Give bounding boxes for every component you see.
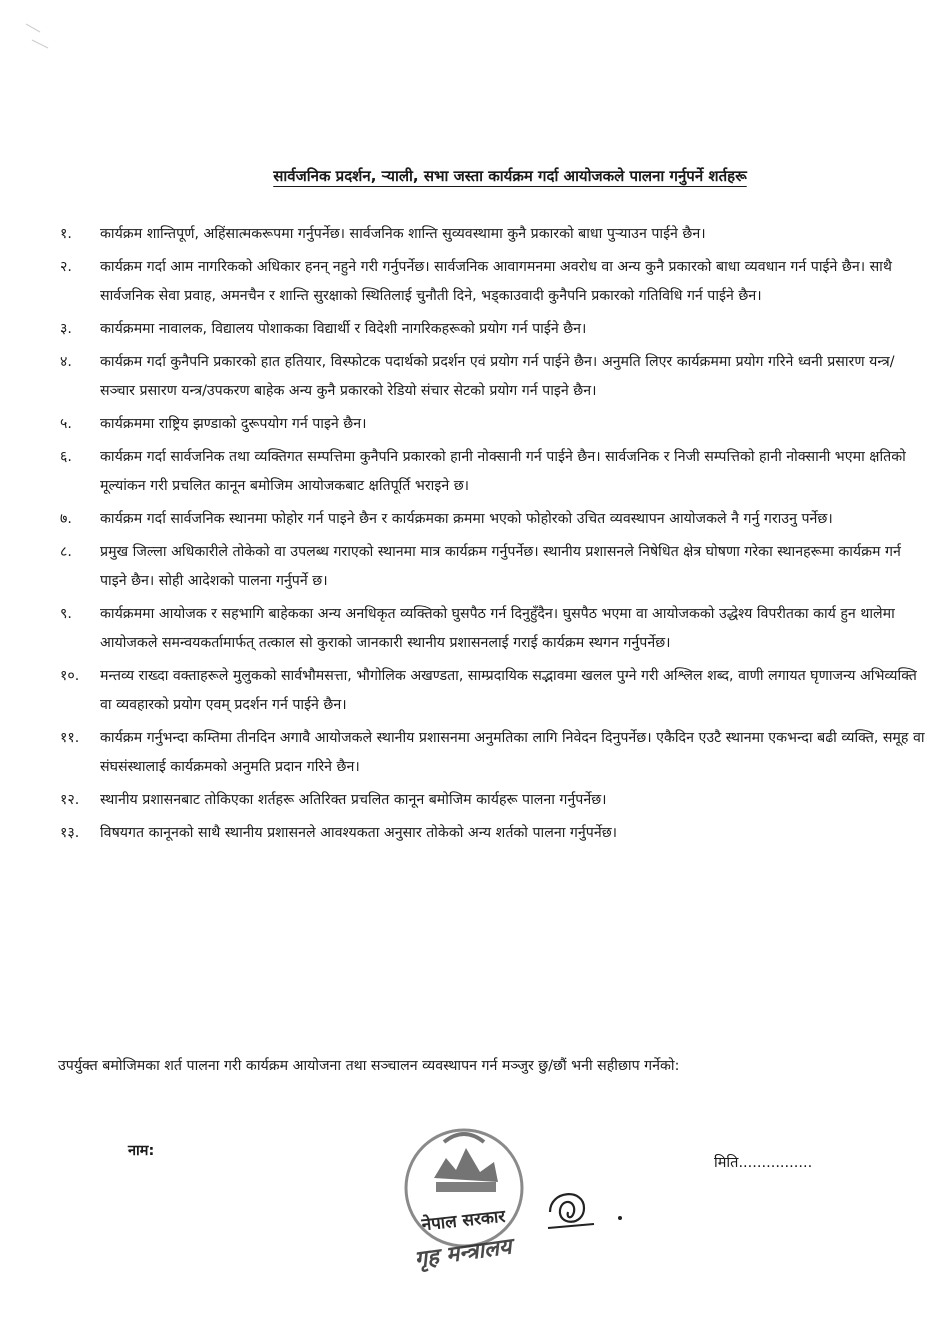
term-text: विषयगत कानूनको साथै स्थानीय प्रशासनले आवश्यकता अनुसार तोकेको अन्य शर्तको पालना गर्नुपर्नेछ। bbox=[100, 825, 618, 841]
term-number: २. bbox=[60, 259, 72, 275]
term-item bbox=[58, 410, 926, 439]
term-text: स्थानीय प्रशासनबाट तोकिएका शर्तहरू अतिरिक्त प्रचलित कानून बमोजिम कार्यहरू पालना गर्नुपर्नेछ। bbox=[100, 792, 607, 808]
term-number: ११. bbox=[60, 730, 80, 746]
name-label: नाम: bbox=[128, 1143, 155, 1159]
handwritten-signature bbox=[540, 1178, 640, 1238]
term-item bbox=[58, 819, 926, 848]
term-number: ३. bbox=[60, 321, 72, 337]
document-title: सार्वजनिक प्रदर्शन, ऱ्याली, सभा जस्ता कार्यक्रम गर्दा आयोजकले पालना गर्नुपर्ने शर्तहरू bbox=[273, 167, 747, 185]
term-number: ५. bbox=[60, 416, 72, 432]
term-text: कार्यक्रम गर्दा सार्वजनिक तथा व्यक्तिगत सम्पत्तिमा कुनैपनि प्रकारको हानी नोक्सानी गर्न पाईने छैन। सार्वजनिक र निजी सम्पत्तिको हानी नोक्सानी भएमा क्षतिको मूल्यांकन गरी प्रचलित कानून बमोजिम आयोजकबाट क्षतिपूर्ति भराइने छ। bbox=[100, 449, 906, 494]
term-number: १३. bbox=[60, 825, 80, 841]
term-item bbox=[58, 538, 926, 596]
term-text: कार्यक्रममा राष्ट्रिय झण्डाको दुरूपयोग गर्न पाइने छैन। bbox=[100, 416, 367, 432]
declaration-text: उपर्युक्त बमोजिमका शर्त पालना गरी कार्यक्रम आयोजना तथा सञ्चालन व्यवस्थापन गर्न मञ्जुर छु/छौं भनी सहीछाप गर्नेको: bbox=[58, 1058, 680, 1074]
term-item bbox=[58, 315, 926, 344]
scan-mark bbox=[22, 18, 62, 58]
term-item bbox=[58, 786, 926, 815]
term-text: कार्यक्रममा नावालक, विद्यालय पोशाकका विद्यार्थी र विदेशी नागरिकहरूको प्रयोग गर्न पाईने छैन। bbox=[100, 321, 587, 337]
term-item bbox=[58, 724, 926, 782]
government-seal-stamp bbox=[384, 1118, 544, 1278]
term-number: १०. bbox=[60, 668, 80, 684]
term-text: कार्यक्रम गर्दा आम नागरिकको अधिकार हनन् नहुने गरी गर्नुपर्नेछ। सार्वजनिक आवागमनमा अवरोध वा अन्य कुनै प्रकारको बाधा व्यवधान गर्न पाईने छैन। साथै सार्वजनिक सेवा प्रवाह, अमनचैन र शान्ति सुरक्षाको स्थितिलाई चुनौती दिने, भड्काउवादी कुनैपनि प्रकारको गतिविधि गर्न पाईने छैन। bbox=[100, 259, 892, 304]
term-text: प्रमुख जिल्ला अधिकारीले तोकेको वा उपलब्ध गराएको स्थानमा मात्र कार्यक्रम गर्नुपर्नेछ। स्थानीय प्रशासनले निषेधित क्षेत्र घोषणा गरेका स्थानहरूमा कार्यक्रम गर्न पाइने छैन। सोही आदेशको पालना गर्नुपर्ने छ। bbox=[100, 544, 901, 589]
term-number: ९. bbox=[60, 606, 72, 622]
term-text: कार्यक्रम शान्तिपूर्ण, अहिंसात्मकरूपमा गर्नुपर्नेछ। सार्वजनिक शान्ति सुव्यवस्थामा कुनै प्रकारको बाधा पुऱ्याउन पाईने छैन। bbox=[100, 226, 706, 242]
term-text: मन्तव्य राख्दा वक्ताहरूले मुलुकको सार्वभौमसत्ता, भौगोलिक अखण्डता, साम्प्रदायिक सद्भावमा खलल पुग्ने गरी अश्लिल शब्द, वाणी लगायत घृणाजन्य अभिव्यक्ति वा व्यवहारको प्रयोग एवम् प्रदर्शन गर्न पाईने छैन। bbox=[100, 668, 917, 713]
term-item bbox=[58, 220, 926, 249]
term-number: १. bbox=[60, 226, 72, 242]
term-item bbox=[58, 253, 926, 311]
seal-text-top: नेपाल सरकार bbox=[420, 1206, 507, 1236]
term-item bbox=[58, 348, 926, 406]
term-number: ७. bbox=[60, 511, 72, 527]
seal-text-bottom: गृह मन्त्रालय bbox=[412, 1233, 514, 1273]
term-number: ४. bbox=[60, 354, 72, 370]
term-item bbox=[58, 443, 926, 501]
term-number: १२. bbox=[60, 792, 80, 808]
term-text: कार्यक्रममा आयोजक र सहभागि बाहेकका अन्य अनधिकृत व्यक्तिको घुसपैठ गर्न दिनुहुँदैन। घुसपैठ भएमा वा आयोजकको उद्धेश्य विपरीतका कार्य हुन थालेमा आयोजकले समन्वयकर्तामार्फत् तत्काल सो कुराको जानकारी स्थानीय प्रशासनलाई गराई कार्यक्रम स्थगन गर्नुपर्नेछ। bbox=[100, 606, 895, 651]
emblem-icon bbox=[434, 1134, 498, 1192]
term-item bbox=[58, 600, 926, 658]
term-text: कार्यक्रम गर्नुभन्दा कम्तिमा तीनदिन अगावै आयोजकले स्थानीय प्रशासनमा अनुमतिका लागि निवेदन दिनुपर्नेछ। एकैदिन एउटै स्थानमा एकभन्दा बढी व्यक्ति, समूह वा संघसंस्थालाई कार्यक्रमको अनुमति प्रदान गरिने छैन। bbox=[100, 730, 925, 775]
term-text: कार्यक्रम गर्दा सार्वजनिक स्थानमा फोहोर गर्न पाइने छैन र कार्यक्रमका क्रममा भएको फोहोरको उचित व्यवस्थापन आयोजकले नै गर्नु गराउनु पर्नेछ। bbox=[100, 511, 833, 527]
term-number: ६. bbox=[60, 449, 72, 465]
term-text: कार्यक्रम गर्दा कुनैपनि प्रकारको हात हतियार, विस्फोटक पदार्थको प्रदर्शन एवं प्रयोग गर्न पाईने छैन। अनुमति लिएर कार्यक्रममा प्रयोग गरिने ध्वनी प्रसारण यन्त्र/सञ्चार प्रसारण यन्त्र/उपकरण बाहेक अन्य कुनै प्रकारको रेडियो संचार सेटको प्रयोग गर्न पाइने छैन। bbox=[100, 354, 895, 399]
date-label: मिति................ bbox=[714, 1155, 813, 1171]
terms-list bbox=[58, 220, 926, 852]
term-item bbox=[58, 505, 926, 534]
term-number: ८. bbox=[60, 544, 72, 560]
term-item bbox=[58, 662, 926, 720]
